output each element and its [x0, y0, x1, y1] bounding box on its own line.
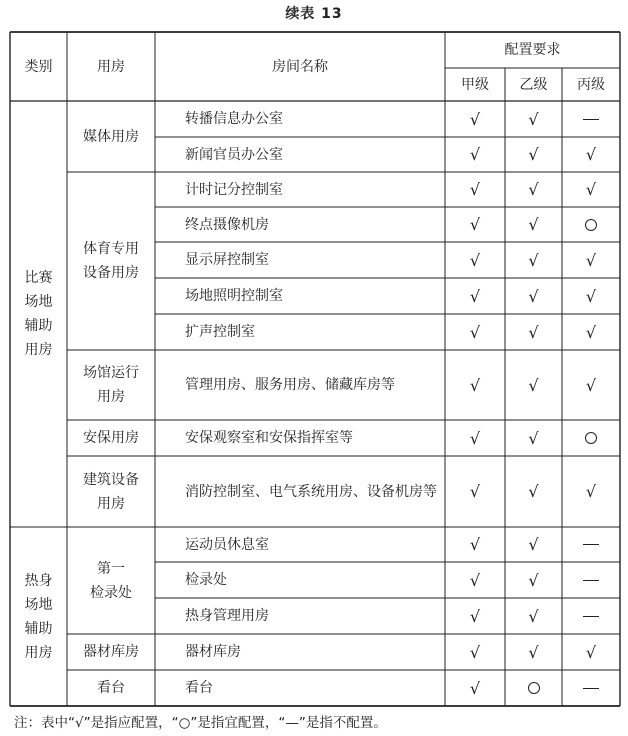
- group-cell-line: 场馆运行: [83, 365, 139, 381]
- circle-icon: [585, 432, 597, 444]
- grade-b-check-mark: √: [528, 286, 539, 306]
- group-cell: [67, 420, 155, 456]
- room-name-cell: 新闻官员办公室: [185, 146, 283, 163]
- group-cell: [67, 670, 155, 706]
- grade-a-check-mark: √: [469, 428, 481, 448]
- grade-b-check-mark: √: [528, 375, 539, 395]
- room-name-cell: 扩声控制室: [185, 324, 255, 340]
- grade-c-check-mark: √: [585, 180, 597, 199]
- dash-icon: [583, 119, 599, 120]
- grade-a-check-mark: √: [469, 145, 481, 164]
- grade-b-check-mark: √: [528, 109, 539, 129]
- group-cell-line: 用房: [97, 495, 125, 512]
- room-name-cell: 器材库房: [185, 644, 241, 660]
- grade-b-check-mark: √: [528, 535, 539, 554]
- grade-c-check-mark: √: [585, 145, 597, 164]
- header-grade-b: 乙级: [519, 76, 548, 93]
- header-config: 配置要求: [504, 42, 561, 58]
- dash-icon: [583, 580, 599, 581]
- room-name-cell: 转播信息办公室: [185, 111, 283, 127]
- group-cell-line: 第一: [97, 560, 125, 577]
- grade-b-check-mark: √: [528, 606, 539, 626]
- grade-a-check-mark: √: [469, 215, 481, 234]
- room-name-cell: 检录处: [185, 572, 227, 588]
- grade-a-check-mark: √: [469, 286, 481, 306]
- room-name-cell: 管理用房、服务用房、储藏库房等: [185, 377, 395, 393]
- grade-a-check-mark: √: [469, 606, 481, 626]
- room-name-cell: 计时记分控制室: [185, 181, 283, 198]
- room-name-cell: 显示屏控制室: [185, 252, 269, 268]
- grade-c-check-mark: √: [585, 642, 597, 662]
- dash-icon: [583, 544, 599, 545]
- room-name-cell: 场地照明控制室: [185, 288, 283, 304]
- group-cell-line: 建筑设备: [83, 471, 139, 488]
- grade-a-check-mark: √: [469, 535, 481, 554]
- group-cell-line: 体育专用: [83, 241, 139, 257]
- group-cell-line: 用房: [97, 389, 125, 405]
- group-cell: [67, 634, 155, 670]
- dash-icon: [583, 688, 599, 689]
- category-cell-line: 热身: [24, 572, 53, 589]
- group-cell: [67, 101, 155, 172]
- group-cell-line: 安保用房: [83, 430, 139, 446]
- room-name-cell: 安保观察室和安保指挥室等: [185, 430, 353, 446]
- header-use: 用房: [97, 58, 125, 75]
- group-cell: [67, 527, 155, 634]
- group-cell: [67, 350, 155, 420]
- grade-a-check-mark: √: [469, 482, 481, 501]
- grade-b-circle-mark: [505, 670, 562, 706]
- room-name-cell: 看台: [185, 680, 213, 696]
- group-cell-line: 检录处: [90, 584, 132, 601]
- group-cell: [67, 172, 155, 350]
- category-cell-line: 场地: [24, 596, 53, 613]
- grade-c-dash-mark: [562, 562, 620, 598]
- group-cell-line: 器材库房: [83, 644, 139, 660]
- group-cell: [67, 456, 155, 527]
- group-cell-line: 看台: [97, 680, 125, 696]
- category-cell-line: 用房: [24, 644, 53, 661]
- grade-b-check-mark: √: [528, 250, 539, 270]
- grade-a-check-mark: √: [469, 570, 481, 590]
- category-cell: [10, 527, 67, 706]
- grade-b-check-mark: √: [528, 570, 539, 590]
- category-cell-line: 辅助: [24, 620, 53, 637]
- grade-a-check-mark: √: [469, 250, 481, 270]
- table-title: 续表 13: [285, 6, 343, 22]
- grade-c-dash-mark: [562, 101, 620, 137]
- grade-b-check-mark: √: [528, 482, 539, 501]
- table-note: 注：表中“√”是指应配置，“○”是指宜配置，“—”是指不配置。: [14, 715, 387, 731]
- category-cell: [10, 101, 67, 527]
- grade-a-check-mark: √: [469, 109, 481, 129]
- dash-icon: [583, 616, 599, 617]
- room-name-cell: 热身管理用房: [185, 608, 269, 624]
- grade-b-check-mark: √: [528, 642, 539, 662]
- category-cell-line: 场地: [24, 294, 53, 310]
- grade-a-check-mark: √: [469, 678, 481, 698]
- header-grade-c: 丙级: [577, 76, 605, 93]
- group-cell-line: 设备用房: [83, 265, 139, 281]
- category-cell-line: 用房: [24, 342, 53, 358]
- grade-a-check-mark: √: [469, 375, 481, 395]
- grade-a-check-mark: √: [469, 180, 481, 199]
- grade-a-check-mark: √: [469, 322, 481, 342]
- circle-icon: [528, 682, 540, 694]
- grade-b-check-mark: √: [528, 145, 539, 164]
- category-cell-line: 辅助: [24, 318, 53, 334]
- header-category: 类别: [24, 58, 53, 75]
- room-name-cell: 运动员休息室: [185, 536, 269, 553]
- grade-b-check-mark: √: [528, 215, 539, 234]
- category-cell-line: 比赛: [24, 270, 53, 286]
- room-name-cell: 终点摄像机房: [185, 216, 269, 233]
- grade-c-check-mark: √: [585, 322, 597, 342]
- grade-c-check-mark: √: [585, 375, 597, 395]
- grade-c-dash-mark: [562, 527, 620, 562]
- grade-c-check-mark: √: [585, 482, 597, 501]
- grade-c-circle-mark: [562, 420, 620, 456]
- grade-c-circle-mark: [562, 207, 620, 242]
- grade-a-check-mark: √: [469, 642, 481, 662]
- group-cell-line: 媒体用房: [83, 128, 139, 145]
- grade-c-dash-mark: [562, 598, 620, 634]
- grade-b-check-mark: √: [528, 428, 539, 448]
- grade-b-check-mark: √: [528, 180, 539, 199]
- room-name-cell: 消防控制室、电气系统用房、设备机房等: [185, 483, 437, 500]
- grade-c-dash-mark: [562, 670, 620, 706]
- grade-c-check-mark: √: [585, 286, 597, 306]
- header-grade-a: 甲级: [461, 76, 489, 93]
- grade-c-check-mark: √: [585, 250, 597, 270]
- circle-icon: [585, 219, 597, 231]
- grade-b-check-mark: √: [528, 322, 539, 342]
- header-room-name: 房间名称: [272, 58, 328, 75]
